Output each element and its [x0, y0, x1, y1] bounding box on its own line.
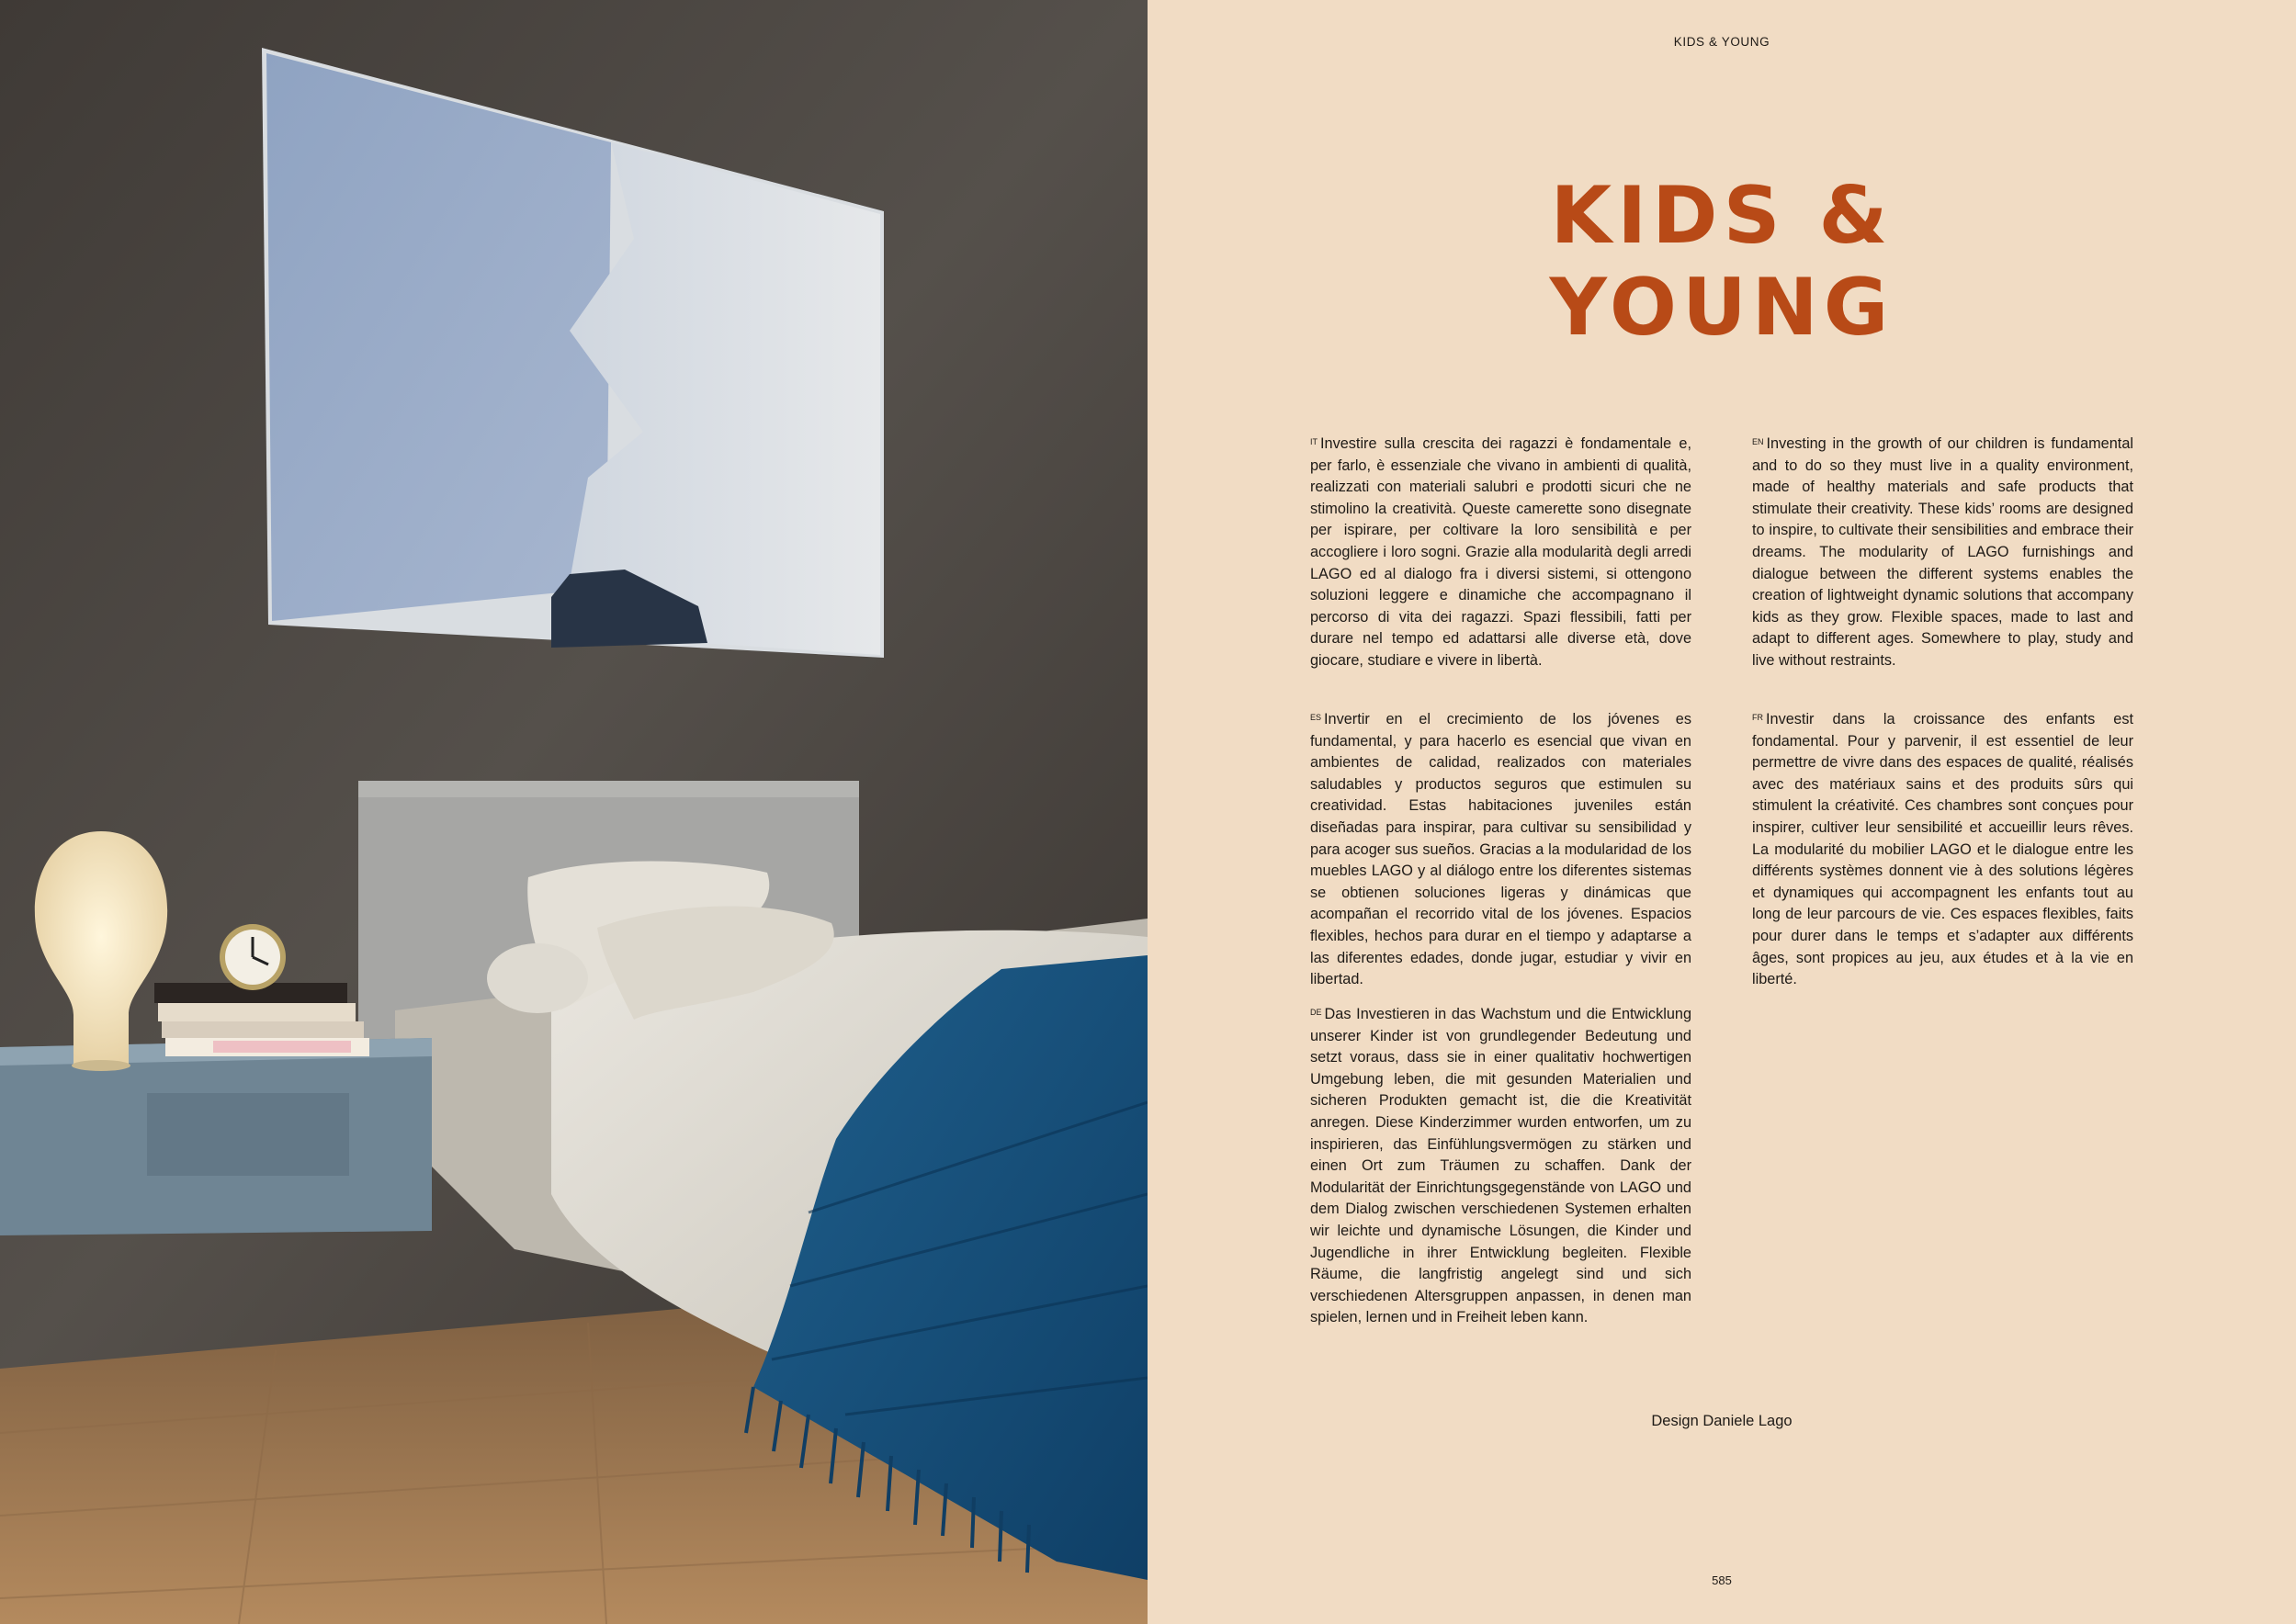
design-credit: Design Daniele Lago — [1651, 1413, 1793, 1429]
paragraph-it-text: Investire sulla crescita dei ragazzi è fondamentale e, per farlo, è essenziale che vivano in ambienti di qualità, realizzati con materiali salubri e prodotti sicuri che ne stimolino la creatività. Queste camerette sono disegnate per ispirare, per coltivare la loro sensibilità e per accogliere i loro sogni. Grazie alla modularità degli arredi LAGO ed al dialogo fra i diversi sistemi, si ottengono soluzioni leggere e dinamiche che accompagnano il percorso di vita dei ragazzi. Spazi flessibili, fatti per durare nel tempo ed adattarsi alle diverse età, dove giocare, studiare e vivere in libertà. — [1310, 435, 1691, 669]
language-tag-de: DE — [1310, 1008, 1322, 1017]
nightstand — [0, 1038, 432, 1235]
language-tag-fr: FR — [1752, 713, 1763, 722]
language-tag-es: ES — [1310, 713, 1322, 722]
paragraph-es — [1310, 709, 1691, 991]
paragraph-de — [1310, 1004, 1691, 1329]
page-title — [1148, 170, 2296, 354]
language-tag-it: IT — [1310, 437, 1318, 446]
running-header: KIDS & YOUNG — [1673, 35, 1770, 49]
books — [154, 983, 369, 1056]
paragraph-de-text: Das Investieren in das Wachstum und die Entwicklung unserer Kinder ist von grundlegender Bedeutung und setzt voraus, dass sie in einer qualitativ hochwertigen Umgebung leben, die mit gesunden Materialien und sicheren Produkten gemacht ist, die die Kreativität anregen. Diese Kinderzimmer wurden entworfen, um zu inspirieren, das Einfühlungsvermögen zu stärken und einen Ort zum Träumen zu schaffen. Dank der Modularität der Einrichtungsgegenstände von LAGO und dem Dialog zwischen verschiedenen Systemen erhalten wir leichte und dynamische Lösungen, die Kinder und Jugendliche in ihrer Entwicklung begleiten. Flexible Räume, die langfristig angelegt sind und sich verschiedenen Altersgruppen anpassen, in denen man spielen, lernen und in Freiheit leben kann. — [1310, 1006, 1691, 1326]
text-page — [1148, 0, 2296, 1624]
paragraph-it — [1310, 434, 1691, 672]
paragraph-en-text: Investing in the growth of our children is fundamental and to do so they must live in a quality environment, made of healthy materials and safe products that stimulate their creativity. These kids’ rooms are designed to inspire, to cultivate their sensibilities and embrace their dreams. The modularity of LAGO furnishings and dialogue between the different systems enables the creation of lightweight dynamic solutions that accompany kids as they grow. Flexible spaces, made to last and adapt to different ages. Somewhere to play, study and live without restraints. — [1752, 435, 2133, 669]
clock-icon — [220, 924, 286, 990]
language-tag-en: EN — [1752, 437, 1764, 446]
paragraph-en — [1752, 434, 2133, 672]
title-line-1: KIDS & — [1550, 170, 1894, 262]
page-number: 585 — [1712, 1573, 1732, 1587]
paragraph-es-text: Invertir en el crecimiento de los jóvenes es fundamental, y para hacerlo es esencial que vivan en ambientes de calidad, realizados con materiales saludables y productos seguros que estimulen su creatividad. Estas habitaciones juveniles están diseñadas para inspirar, para cultivar su sensibilidad y para acoger sus sueños. Gracias a la modularidad de los muebles LAGO y al diálogo entre los diferentes sistemas se obtienen soluciones ligeras y dinámicas que acompañan el recorrido vital de los jóvenes. Espacios flexibles, hechos para durar en el tiempo y adaptarse a las diferentes edades, donde jugar, estudiar y vivir en libertad. — [1310, 711, 1691, 988]
paragraph-fr — [1752, 709, 2133, 991]
paragraph-fr-text: Investir dans la croissance des enfants est fondamental. Pour y parvenir, il est essentiel de leur permettre de vivre dans des espaces de qualité, réalisés avec des matériaux sains et des produits sûrs qui stimulent la créativité. Ces chambres sont conçues pour inspirer, cultiver leur sensibilité et accueillir leurs rêves. La modularité du mobilier LAGO et le dialogue entre les différents systèmes donnent vie à des solutions légères et dynamiques qui accompagnent les enfants tout au long de leur parcours de vie. Ces espaces flexibles, faits pour durer dans le temps et s’adapter aux différents âges, sont propices au jeu, aux études et à la vie en liberté. — [1752, 711, 2133, 988]
title-line-2: YOUNG — [1549, 262, 1894, 354]
